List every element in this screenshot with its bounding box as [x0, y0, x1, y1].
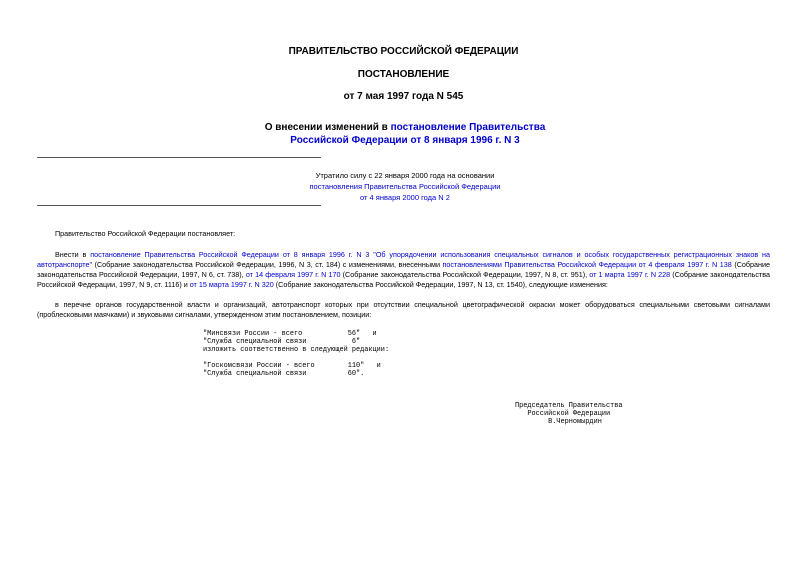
link-decree-1997-n170[interactable]: от 14 февраля 1997 г. N 170 — [245, 270, 341, 279]
paragraph-amendment: Внести в постановление Правительства Российской Федерации от 8 января 1996 г. N 3 "Об упорядочении использования специальных сигналов и особых государственных регистрационных знаков на автотранспорте" (Собрание законодательства Российской Федерации, 1996, N 3, ст. 184) с изменениями, внесенными постановлениями Правительства Российской Федерации от 4 февраля 1997 г. N 138 (Собрание законодательства Российской Федерации, 1997, N 6, ст. 738), от 14 февраля 1997 г. N 170 (Собрание законодательства Российской Федерации, 1997, N 8, ст. 951), от 1 марта 1997 г. N 228 (Собрание законодательства Российской Федерации, 1997, N 9, ст. 1116) и от 15 марта 1997 г. N 320 (Собрание законодательства Российской Федерации, 1997, N 13, ст. 1540), следующие изменения: — [37, 250, 770, 289]
positions-new: "Госкомсвязи России - всего 110" и "Служба специальной связи 60". — [203, 362, 381, 378]
status-note-link-line2[interactable]: постановления Правительства Российской Федерации — [309, 182, 501, 191]
status-note — [240, 170, 570, 203]
status-note-link-line3[interactable]: от 4 января 2000 года N 2 — [360, 193, 450, 202]
status-note-line1: Утратило силу с 22 января 2000 года на основании — [315, 171, 495, 180]
document-date-number: от 7 мая 1997 года N 545 — [343, 91, 464, 102]
link-decree-1997-n228[interactable]: от 1 марта 1997 г. N 228 — [589, 270, 671, 279]
divider-bottom — [37, 205, 321, 206]
divider-top — [37, 157, 321, 158]
title-link-line1[interactable]: постановление Правительства — [390, 122, 546, 133]
document-title — [180, 121, 630, 147]
signature-block: Председатель Правительства Российской Федерации В.Черномырдин — [515, 402, 623, 426]
link-decree-1996-n3[interactable]: постановление Правительства Российской Федерации от 8 января 1996 г. N 3 "Об упорядочении использования специальных сигналов и особых государственных регистрационных знаков на автотранспорте" — [37, 250, 770, 269]
link-decree-1997-n320[interactable]: от 15 марта 1997 г. N 320 — [189, 280, 274, 289]
government-name: ПРАВИТЕЛЬСТВО РОССИЙСКОЙ ФЕДЕРАЦИИ — [288, 46, 519, 57]
paragraph-decree: Правительство Российской Федерации постановляет: — [55, 229, 236, 238]
link-decree-1997-n138[interactable]: постановлениями Правительства Российской Федерации от 4 февраля 1997 г. N 138 — [442, 260, 732, 269]
document-type: ПОСТАНОВЛЕНИЕ — [357, 69, 450, 80]
title-prefix: О внесении изменений в — [264, 122, 391, 133]
paragraph-list: в перечне органов государственной власти и организаций, автотранспорт которых при отсутствии специальной цветографической окраски может оборудоваться специальными световыми сигналами (проблесковыми маячками) и звуковыми сигналами, утвержденном этим постановлением, позиции: — [37, 300, 770, 319]
positions-old: "Минсвязи России - всего 56" и "Служба специальной связи 6" изложить соответственно в следующей редакции: — [203, 330, 390, 354]
title-link-line2[interactable]: Российской Федерации от 8 января 1996 г. N 3 — [290, 135, 520, 146]
